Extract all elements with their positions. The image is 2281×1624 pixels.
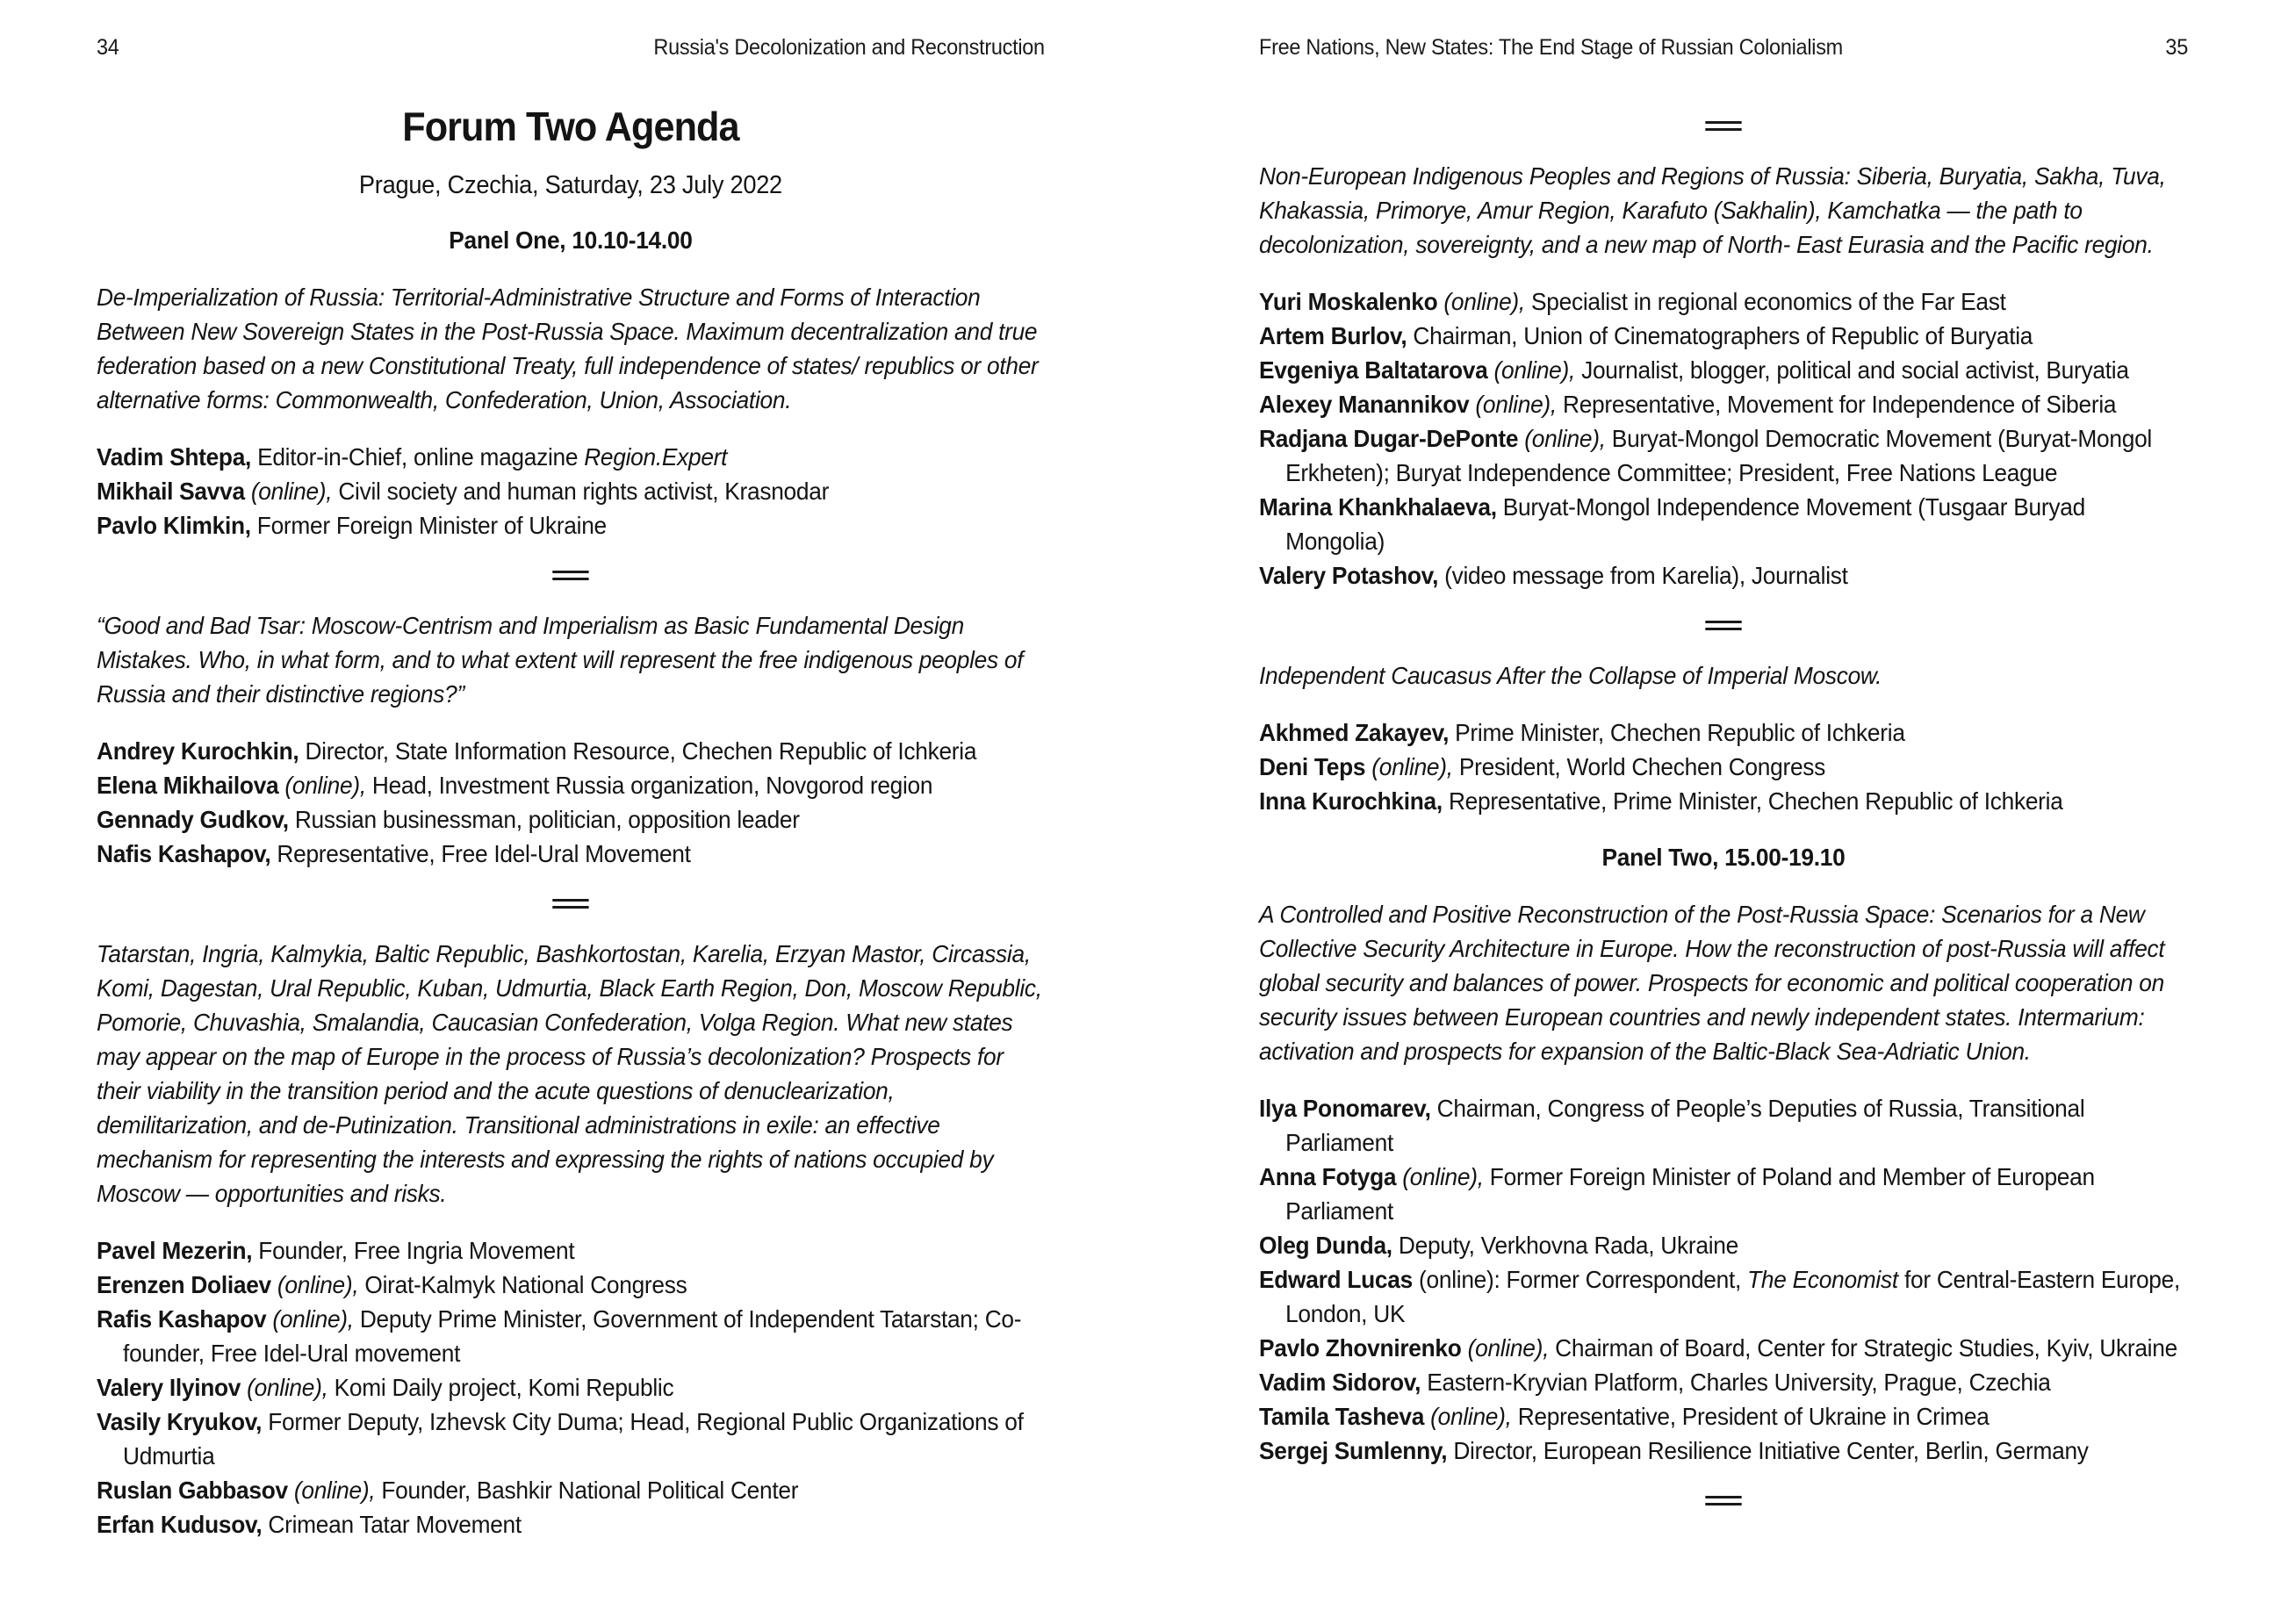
speaker-role: for Central-Eastern Europe, London, UK [1285,1266,2181,1327]
section-separator [1259,121,2188,131]
page-number: 34 [97,35,119,60]
speaker-name: Pavlo Zhovnirenko [1259,1334,1462,1362]
speaker-name: Evgeniya Baltatarova [1259,356,1488,384]
speaker-name: Erfan Kudusov, [97,1511,263,1538]
speaker-role: Deputy, Verkhovna Rada, Ukraine [1392,1232,1738,1259]
speaker-role: (online), [1461,1334,1550,1362]
speaker-entry [1259,1160,2188,1228]
speaker-name: Valery Potashov, [1259,562,1439,589]
speaker-entry [97,1233,1045,1268]
speaker-name: Inna Kurochkina, [1259,787,1443,815]
speaker-role: Komi Daily project, Komi Republic [327,1374,674,1401]
section-separator [97,571,1045,580]
speaker-list [1259,715,2188,818]
speaker-role: Deputy Prime Minister, Government of Independent Tatarstan; Co-founder, Free Idel-Ural movement [123,1305,1022,1367]
speaker-entry [1259,784,2188,818]
speaker-entry [1259,715,2188,750]
speaker-role: Eastern-Kryvian Platform, Charles University, Prague, Czechia [1421,1369,2051,1396]
speaker-role: Crimean Tatar Movement [262,1511,522,1538]
page-35-blocks [1259,121,2188,1505]
section-separator [1259,1496,2188,1505]
speaker-role: (video message from Karelia), Journalist [1438,562,1848,589]
speaker-name: Deni Teps [1259,753,1366,780]
speaker-entry [97,474,1045,508]
session-description: “Good and Bad Tsar: Moscow-Centrism and Imperialism as Basic Fundamental Design Mistakes. Who, in what form, and to what extent will represent the free indigenous peoples of Russia and their distinctive regions?” [97,612,1024,708]
agenda-subtitle: Prague, Czechia, Saturday, 23 July 2022 [358,171,782,199]
speaker-name: Gennady Gudkov, [97,806,289,833]
speaker-role: (online), [1424,1403,1512,1430]
speaker-name: Pavel Mezerin, [97,1237,253,1264]
speaker-name: Vadim Sidorov, [1259,1369,1421,1396]
speaker-name: Marina Khankhalaeva, [1259,493,1497,521]
page-35-header-row [1259,35,2188,60]
speaker-role: The Economist [1747,1266,1898,1293]
speaker-list [1259,284,2188,593]
speaker-role: (online), [287,1477,376,1504]
speaker-name: Yuri Moskalenko [1259,288,1438,315]
speaker-entry [1259,1262,2188,1331]
speaker-role: Representative, President of Ukraine in Crimea [1511,1403,1990,1430]
speaker-name: Pavlo Klimkin, [97,512,251,539]
speaker-role: Representative, Movement for Independence of Siberia [1556,391,2117,418]
speaker-name: Akhmed Zakayev, [1259,719,1450,746]
speaker-entry [1259,387,2188,421]
speaker-entry [97,1370,1045,1405]
double-rule-icon [552,899,588,909]
speaker-role: Civil society and human rights activist, Krasnodar [332,478,830,505]
double-rule-icon [552,571,588,580]
speaker-name: Valery Ilyinov [97,1374,241,1401]
speaker-role: Editor-in-Chief, online magazine [251,443,585,471]
speaker-name: Ruslan Gabbasov [97,1477,288,1504]
session-description: A Controlled and Positive Reconstruction of the Post-Russia Space: Scenarios for a New Collective Security Architecture in Europe. How the reconstruction of post-Russia will affect global security and balances of power. Prospects for economic and political cooperation on security issues between European countries and newly independent states. Intermarium: activation and prospects for expansion of the Baltic-Black Sea-Adriatic Union. [1259,901,2165,1065]
speaker-entry [97,837,1045,871]
speaker-name: Ilya Ponomarev, [1259,1095,1431,1122]
speaker-entry [1259,1228,2188,1262]
speaker-entry [1259,490,2188,558]
speaker-entry [1259,750,2188,784]
speaker-entry [97,440,1045,474]
speaker-role: Chairman of Board, Center for Strategic Studies, Kyiv, Ukraine [1549,1334,2177,1362]
speaker-name: Vasily Kryukov, [97,1408,263,1435]
speaker-role: Prime Minister, Chechen Republic of Ichkeria [1449,719,1905,746]
speaker-role: Representative, Free Idel-Ural Movement [270,840,691,867]
speaker-name: Radjana Dugar-DePonte [1259,425,1519,452]
speaker-entry [97,1268,1045,1302]
session-description: Non-European Indigenous Peoples and Regions of Russia: Siberia, Buryatia, Sakha, Tuva, Khakassia, Primorye, Amur Region, Karafuto (Sakhalin), Kamchatka — the path to decolonization, sovereignty, and a new map of North- East Eurasia and the Pacific region. [1259,162,2166,258]
speaker-name: Nafis Kashapov, [97,840,271,867]
speaker-role: Former Foreign Minister of Poland and Member of European Parliament [1285,1163,2095,1225]
speaker-entry [1259,1331,2188,1365]
speaker-role: Russian businessman, politician, opposition leader [288,806,800,833]
speaker-entry [1259,1091,2188,1160]
speaker-name: Elena Mikhailova [97,772,279,799]
speaker-entry [1259,1365,2188,1399]
speaker-role: (online), [1518,425,1606,452]
speaker-entry [1259,319,2188,353]
agenda-title: Forum Two Agenda [402,104,739,149]
session-description: De-Imperialization of Russia: Territorial-Administrative Structure and Forms of Interaction Between New Sovereign States in the Post-Russia Space. Maximum decentralization and true federation based on a new Constitutional Treaty, full independence of states/ republics or other alternative forms: Commonwealth, Confederation, Union, Association. [97,284,1039,413]
speaker-role: (online), [1365,753,1453,780]
speaker-role: (online), [1437,288,1525,315]
speaker-role: Director, State Information Resource, Chechen Republic of Ichkeria [299,737,977,765]
speaker-role: Buryat-Mongol Democratic Movement (Buryat-Mongol Erkheten); Buryat Independence Committee; President, Free Nations League [1285,425,2152,486]
speaker-name: Mikhail Savva [97,478,245,505]
section-separator [97,899,1045,909]
speaker-entry [97,1405,1045,1473]
speaker-role: (online), [278,772,366,799]
speaker-role: (online), [244,478,333,505]
speaker-entry [97,1302,1045,1370]
speaker-entry [1259,353,2188,387]
speaker-entry [1259,1399,2188,1434]
panel-heading: Panel Two, 15.00-19.10 [1601,844,1846,871]
page-34-blocks [97,226,1045,1541]
speaker-role: Specialist in regional economics of the Far East [1524,288,2006,315]
speaker-role: Representative, Prime Minister, Chechen Republic of Ichkeria [1442,787,2063,815]
running-header: Russia's Decolonization and Reconstruction [653,35,1045,60]
speaker-name: Oleg Dunda, [1259,1232,1392,1259]
speaker-name: Sergej Sumlenny, [1259,1437,1448,1464]
speaker-list [1259,1091,2188,1468]
speaker-role: Region.Expert [584,443,728,471]
speaker-list [97,440,1045,543]
speaker-entry [97,508,1045,543]
speaker-entry [1259,1434,2188,1468]
speaker-entry [97,734,1045,768]
speaker-role: (online), [1487,356,1576,384]
speaker-entry [97,802,1045,837]
page-number: 35 [2165,35,2188,60]
speaker-role: Journalist, blogger, political and social activist, Buryatia [1575,356,2129,384]
speaker-role: Founder, Bashkir National Political Center [375,1477,799,1504]
page-34-header-row [97,35,1045,60]
speaker-entry [1259,558,2188,593]
speaker-role: Buryat-Mongol Independence Movement (Tusgaar Buryad Mongolia) [1285,493,2085,555]
page-35-content [1259,35,2188,1505]
page-35 [1140,0,2281,1624]
speaker-name: Erenzen Doliaev [97,1271,271,1298]
speaker-role: (online), [270,1271,359,1298]
double-rule-icon [1705,621,1741,630]
speaker-role: Chairman, Union of Cinematographers of Republic of Buryatia [1407,322,2033,349]
speaker-entry [97,1507,1045,1541]
speaker-role: Head, Investment Russia organization, Novgorod region [365,772,933,799]
page-34 [0,0,1140,1624]
speaker-entry [97,768,1045,802]
speaker-role: Oirat-Kalmyk National Congress [358,1271,687,1298]
speaker-role: Former Deputy, Izhevsk City Duma; Head, Regional Public Organizations of Udmurtia [123,1408,1024,1470]
speaker-role: (online), [241,1374,328,1401]
speaker-entry [97,1473,1045,1507]
panel-heading: Panel One, 10.10-14.00 [449,226,693,254]
speaker-role: Former Foreign Minister of Ukraine [250,512,607,539]
speaker-name: Rafis Kashapov [97,1305,267,1333]
speaker-name: Artem Burlov, [1259,322,1407,349]
speaker-role: Chairman, Congress of People’s Deputies of Russia, Transitional Parliament [1285,1095,2085,1156]
speaker-role: (online): Former Correspondent, [1412,1266,1748,1293]
speaker-entry [1259,421,2188,490]
speaker-name: Alexey Manannikov [1259,391,1470,418]
speaker-role: (online), [266,1305,354,1333]
speaker-name: Anna Fotyga [1259,1163,1397,1190]
speaker-list [97,734,1045,871]
page-34-content [97,35,1045,1541]
running-header: Free Nations, New States: The End Stage of Russian Colonialism [1259,35,1843,60]
double-rule-icon [1705,1496,1741,1505]
speaker-role: (online), [1396,1163,1484,1190]
speaker-list [97,1233,1045,1541]
double-rule-icon [1705,121,1741,131]
speaker-name: Vadim Shtepa, [97,443,252,471]
speaker-name: Andrey Kurochkin, [97,737,299,765]
session-description: Independent Caucasus After the Collapse of Imperial Moscow. [1259,662,1882,689]
section-separator [1259,621,2188,630]
speaker-name: Tamila Tasheva [1259,1403,1425,1430]
speaker-entry [1259,284,2188,319]
speaker-name: Edward Lucas [1259,1266,1413,1293]
speaker-role: (online), [1469,391,1557,418]
session-description: Tatarstan, Ingria, Kalmykia, Baltic Republic, Bashkortostan, Karelia, Erzyan Mastor, Circassia, Komi, Dagestan, Ural Republic, Kuban, Udmurtia, Black Earth Region, Don, Moscow Republic, Pomorie, Chuvashia, Smalandia, Caucasian Confederation, Volga Region. What new states may appear on the map of Europe in the process of Russia’s decolonization? Prospects for their viability in the transition period and the acute questions of denuclearization, demilitarization, and de-Putinization. Transitional administrations in exile: an effective mechanism for representing the interests and expressing the rights of nations occupied by Moscow — opportunities and risks. [97,940,1042,1207]
speaker-role: President, World Chechen Congress [1452,753,1826,780]
speaker-role: Founder, Free Ingria Movement [252,1237,575,1264]
speaker-role: Director, European Resilience Initiative Center, Berlin, Germany [1447,1437,2089,1464]
